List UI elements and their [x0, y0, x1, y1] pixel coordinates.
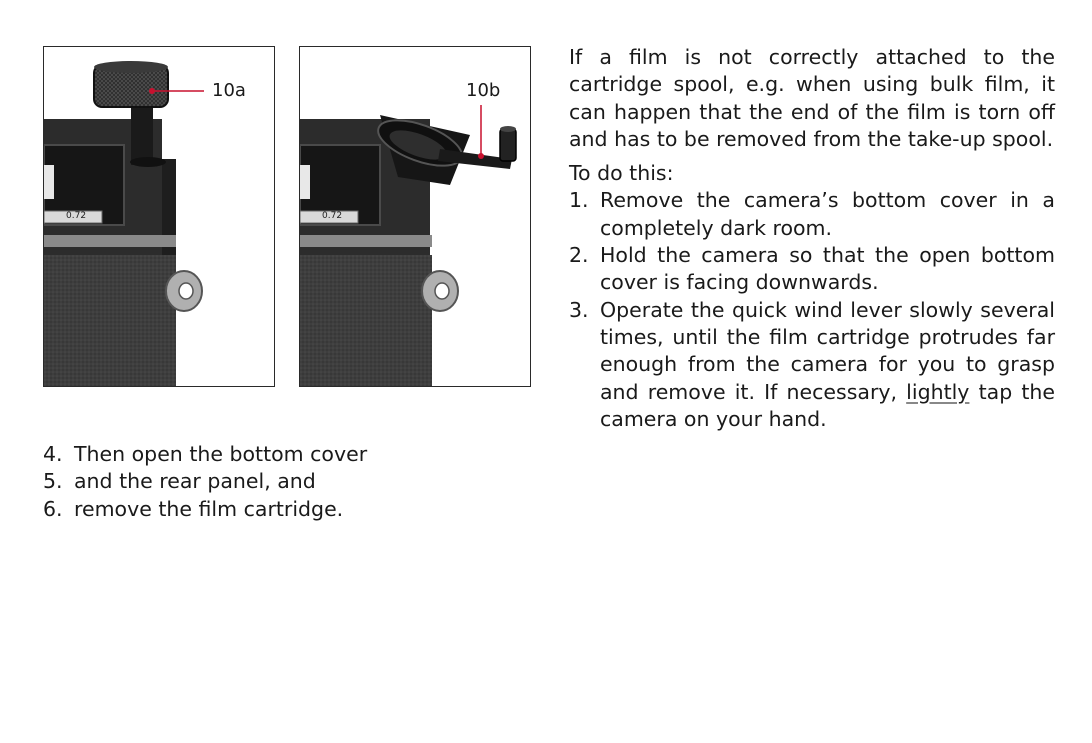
steps-list-right — [569, 187, 1055, 433]
figure-10a — [43, 46, 275, 387]
steps-list-bottom — [43, 441, 403, 523]
step-number: 4. — [43, 442, 63, 466]
steps-column-bottom — [43, 441, 403, 523]
scale-label: 0.72 — [66, 211, 87, 221]
callout-10b-label: 10b — [466, 80, 501, 101]
step-text: and the rear panel, and — [74, 469, 316, 494]
step-text: Remove the camera’s bottom cover in a completely dark room. — [600, 188, 1055, 240]
callout-10a-label: 10a — [212, 80, 246, 101]
step-text: remove the film cartridge. — [74, 496, 344, 521]
figure-10b — [299, 46, 531, 387]
step-number: 6. — [43, 496, 63, 521]
list-item — [569, 242, 1055, 297]
scale-label: 0.72 — [322, 211, 343, 221]
step-text: Hold the camera so that the open bottom cover is facing downwards. — [600, 243, 1055, 295]
list-item — [43, 468, 403, 495]
step-text-before: Operate the quick wind lever slowly several times, until the film cartridge protrudes far enough from the camera for you to grasp and remove it. If necessary, — [600, 297, 1055, 404]
step-number: 2. — [569, 243, 589, 268]
step-number: 5. — [43, 469, 63, 494]
step-text-after: tap the camera on your hand. — [600, 379, 1055, 431]
step-number: 3. — [569, 297, 589, 322]
instructions-column — [569, 44, 1055, 433]
list-item — [569, 297, 1055, 433]
step-text — [600, 297, 1055, 433]
list-item — [569, 187, 1055, 242]
intro-paragraph: If a film is not correctly attached to the cartridge spool, e.g. when using bulk film, it can happen that the end of the film is torn off and has to be removed from the take-up spool. — [569, 45, 1055, 151]
step-text-emphasis: lightly — [906, 379, 970, 404]
list-item — [43, 441, 403, 468]
step-text: Then open the bottom cover — [74, 442, 368, 466]
todo-heading: To do this: — [569, 161, 674, 186]
step-number: 1. — [569, 188, 589, 213]
list-item — [43, 496, 403, 523]
